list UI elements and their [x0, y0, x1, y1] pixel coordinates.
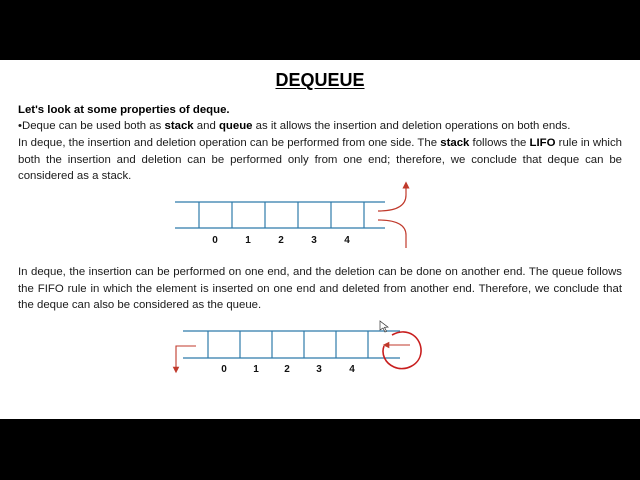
stack-paragraph: In deque, the insertion and deletion operation can be performed from one side. The stack follows the LIFO rule in which both the insertion and deletion can be performed only from one end; therefore, we conclude that deque can be considered as a stack.: [18, 137, 622, 182]
page-title: DEQUEUE: [275, 70, 365, 90]
queue-array: [183, 331, 400, 358]
queue-index-4: 4: [349, 364, 355, 375]
stack-index-1: 1: [245, 235, 251, 246]
intro-text: Let's look at some properties of deque.: [18, 104, 230, 116]
queue-diagram: [0, 60, 640, 419]
stack-index-4: 4: [344, 235, 350, 246]
bullet-paragraph: •Deque can be used both as stack and queue as it allows the insertion and deletion operations on both ends.: [18, 120, 571, 132]
queue-index-0: 0: [221, 364, 227, 375]
queue-index-3: 3: [316, 364, 322, 375]
slide: [0, 60, 640, 419]
hand-drawn-circle: [383, 332, 421, 369]
queue-paragraph: In deque, the insertion can be performed on one end, and the deletion can be done on another end. The queue follows the FIFO rule in which the element is inserted on one end and deleted from another end. Therefore, we conclude that the deque can also be considered as the queue.: [18, 266, 622, 311]
queue-index-2: 2: [284, 364, 290, 375]
stack-index-3: 3: [311, 235, 317, 246]
mouse-cursor-icon: [380, 321, 388, 332]
stack-index-2: 2: [278, 235, 284, 246]
stack-index-0: 0: [212, 235, 218, 246]
queue-index-1: 1: [253, 364, 259, 375]
